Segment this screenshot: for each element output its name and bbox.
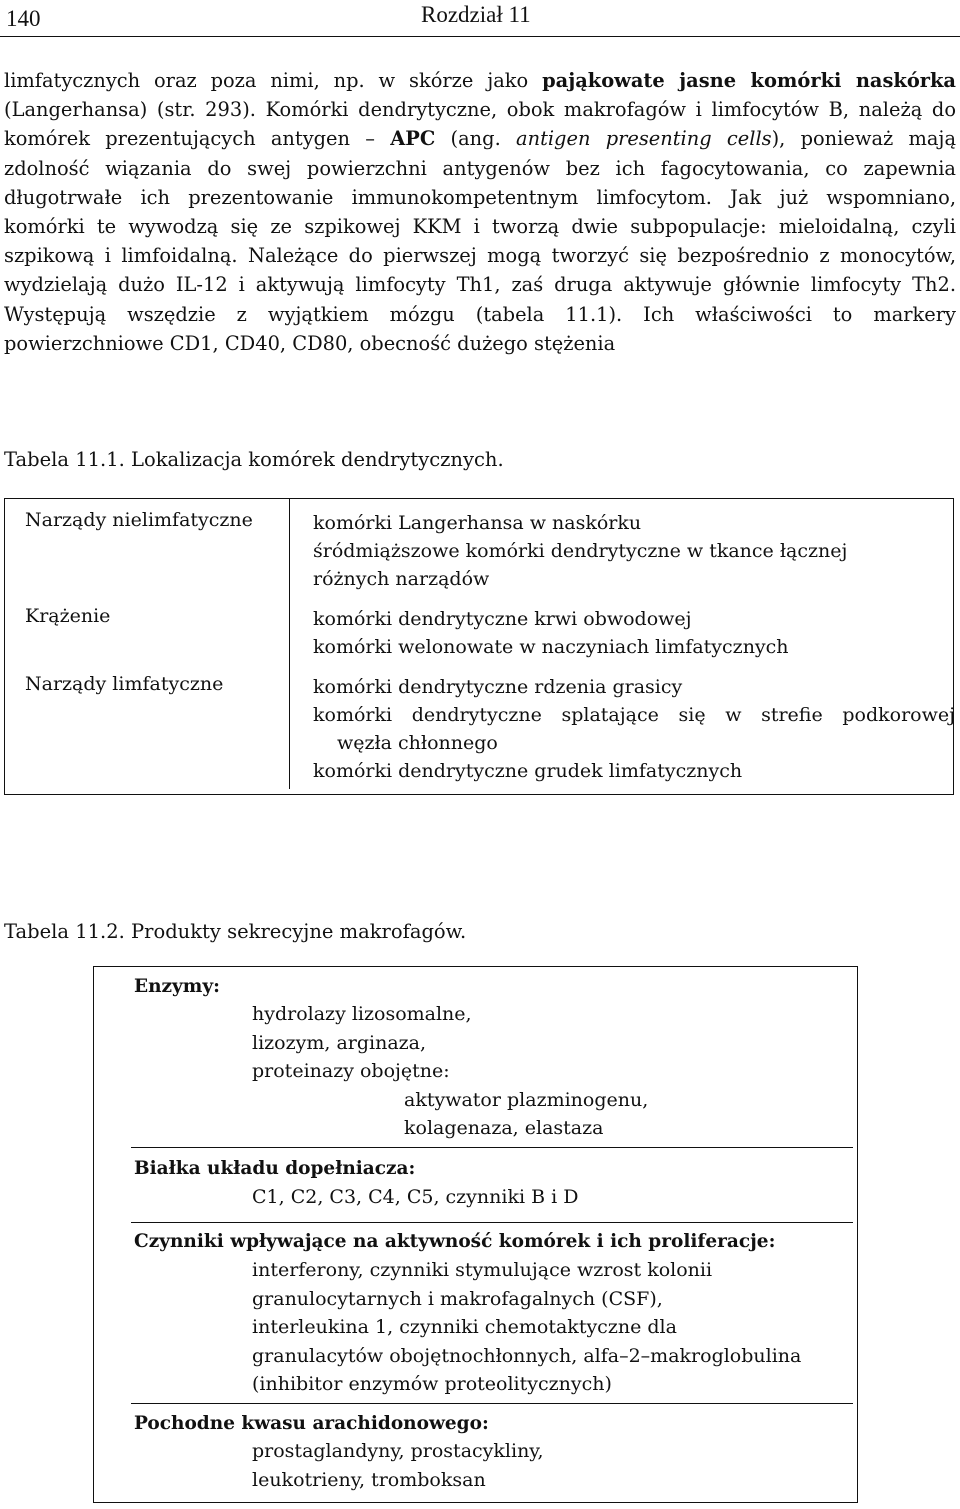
table-row-label: Krążenie <box>25 605 111 627</box>
list-item: hydrolazy lizosomalne, <box>252 1003 472 1025</box>
section-heading: Enzymy: <box>134 976 220 997</box>
list-item: lizozym, arginaza, <box>252 1031 427 1054</box>
body-text: limfatycznych oraz poza nimi, np. w skórze jako <box>4 69 543 92</box>
list-item: komórki dendrytyczne grudek limfatycznych <box>313 760 743 782</box>
dendritic-cells-table <box>4 498 954 795</box>
section-divider <box>131 1147 853 1148</box>
table-caption: Tabela 11.1. Lokalizacja komórek dendrytycznych. <box>4 448 504 471</box>
body-paragraph <box>4 66 956 358</box>
list-item: (inhibitor enzymów proteolitycznych) <box>252 1373 612 1395</box>
page-number: 140 <box>6 6 41 31</box>
table-row-label: Narządy limfatyczne <box>25 673 224 695</box>
list-item: interleukina 1, czynniki chemotaktyczne dla <box>252 1316 677 1338</box>
list-item: leukotrieny, tromboksan <box>252 1468 486 1491</box>
section-items <box>252 1183 578 1212</box>
list-item: komórki Langerhansa w naskórku <box>313 512 642 534</box>
section-heading: Czynniki wpływające na aktywność komórek i ich proliferacje: <box>134 1231 776 1252</box>
table-row-items <box>313 509 955 593</box>
list-item: proteinazy obojętne: <box>252 1060 450 1082</box>
list-item: komórki dendrytyczne rdzenia grasicy <box>313 676 683 698</box>
body-bold-term: APC <box>390 127 436 151</box>
list-item: kolagenaza, elastaza <box>404 1117 604 1139</box>
table-caption: Tabela 11.2. Produkty sekrecyjne makrofagów. <box>4 920 467 943</box>
list-item: aktywator plazminogenu, <box>404 1088 649 1111</box>
body-text: (ang. <box>435 127 517 151</box>
page-header <box>0 0 960 37</box>
table-row-items <box>313 673 955 785</box>
body-text: (Langerhansa) (str. 293). Komórki dendrytyczne, obok makrofagów i limfocytów B, należą do komórek prezentujących antygen – <box>4 98 956 151</box>
chapter-title: Rozdział 11 <box>421 2 531 27</box>
list-item: różnych narządów <box>313 568 490 590</box>
section-items <box>252 1437 544 1494</box>
section-divider <box>131 1222 853 1223</box>
list-item: C1, C2, C3, C4, C5, czynniki B i D <box>252 1186 579 1208</box>
list-item: komórki welonowate w naczyniach limfatycznych <box>313 636 789 658</box>
list-item: węzła chłonnego <box>337 732 498 754</box>
table-row-label: Narządy nielimfatyczne <box>25 509 253 531</box>
list-item: granulocytarnych i makrofagalnych (CSF), <box>252 1287 663 1310</box>
body-italic-term: antigen presenting cells <box>516 127 772 151</box>
section-heading: Pochodne kwasu arachidonowego: <box>134 1413 489 1434</box>
body-bold-term: pająkowate jasne komórki naskórka <box>542 69 956 92</box>
macrophage-secretion-table <box>93 966 858 1503</box>
section-divider <box>131 1403 853 1404</box>
list-item: śródmiąższowe komórki dendrytyczne w tkance łącznej <box>313 540 848 562</box>
table-row-items <box>313 605 955 661</box>
section-items <box>252 1256 801 1399</box>
list-item: interferony, czynniki stymulujące wzrost kolonii <box>252 1259 713 1281</box>
list-item: komórki dendrytyczne krwi obwodowej <box>313 608 692 630</box>
list-item: granulacytów obojętnochłonnych, alfa–2–makroglobulina <box>252 1344 802 1367</box>
list-item: prostaglandyny, prostacykliny, <box>252 1440 544 1462</box>
column-divider <box>289 499 290 789</box>
body-text: ), ponieważ mają zdolność wiązania do swej powierzchni antygenów bez ich fagocytowania, co zapewnia długotrwałe ich prezentowanie immunokompetentnym limfocytom. Jak już wspomniano, komórki te wywodzą się ze szpikowej KKM i tworzą dwie subpopulacje: mieloidalną, czyli szpikową i limfoidalną. Należące do pierwszej mogą tworzyć się bezpośrednio z monocytów, wydzielają dużo IL-12 i aktywują limfocyty Th1, zaś druga aktywuje głównie limfocyty Th2. Występują wszędzie z wyjątkiem mózgu (tabela 11.1). Ich właściwości to markery powierzchniowe CD1, CD40, CD80, obecność dużego stężenia <box>4 127 956 355</box>
list-item: komórki dendrytyczne splatające się w strefie podkorowej <box>313 704 955 726</box>
section-items <box>252 1000 648 1143</box>
section-heading: Białka układu dopełniacza: <box>134 1158 416 1179</box>
